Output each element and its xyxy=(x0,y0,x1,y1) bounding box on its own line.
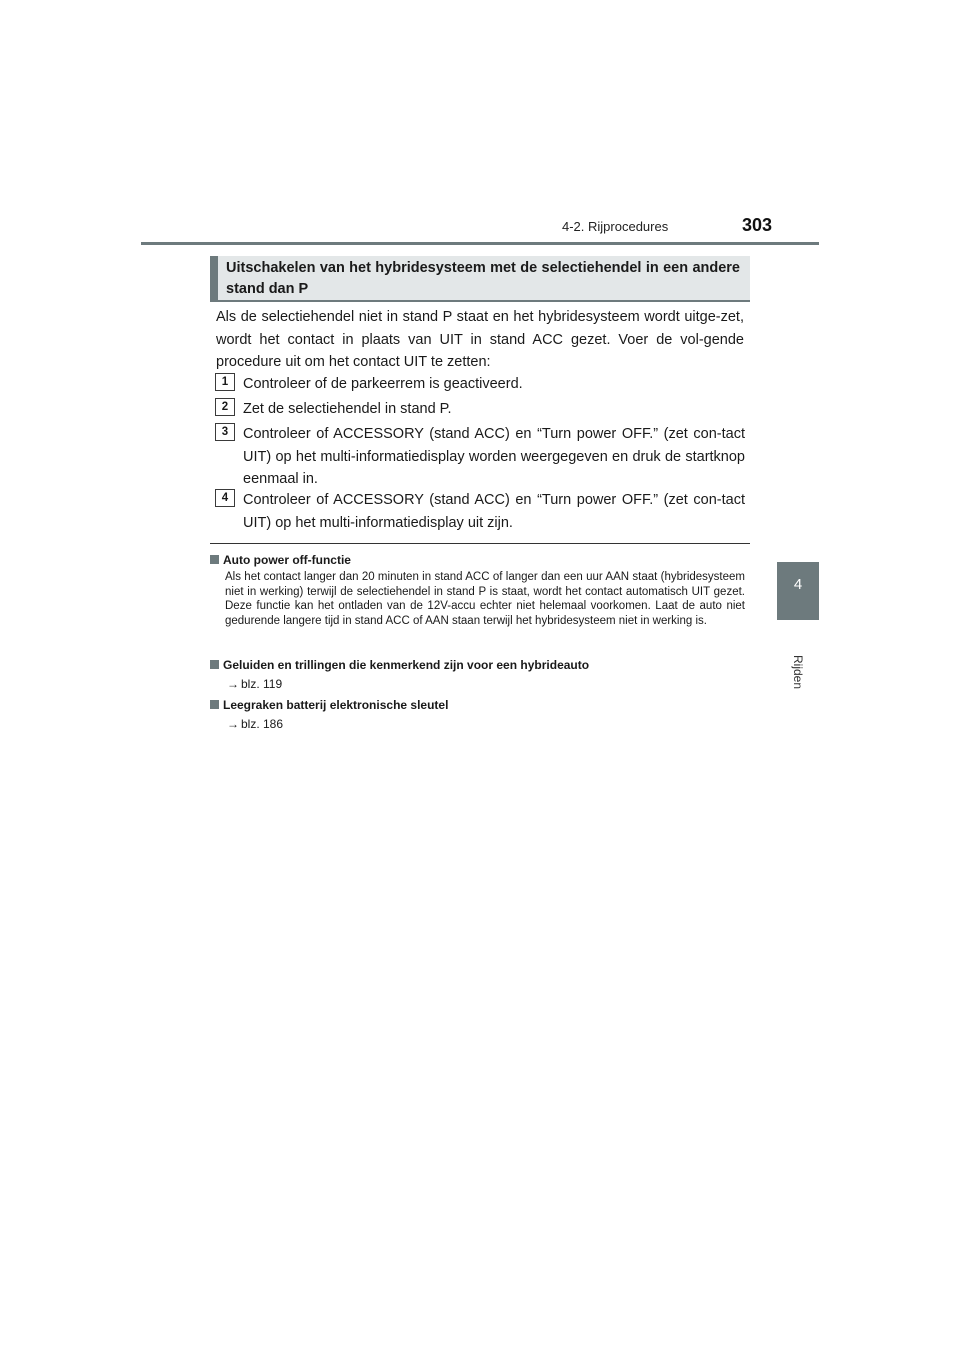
section-title: Uitschakelen van het hybridesysteem met de selectiehendel in een andere stand dan P xyxy=(226,260,740,297)
page-reference: blz. 119 xyxy=(241,677,283,691)
step-text-1: Controleer of de parkeerrem is geactiveerd. xyxy=(243,376,523,392)
chapter-tab xyxy=(777,562,819,620)
note-reference-2 xyxy=(227,676,282,692)
note-body-1: Als het contact langer dan 20 minuten in stand ACC of langer dan een uur AAN staat (hybridesysteem niet in werking) terwijl de selectiehendel in stand P is staat, wordt het contact automatisch UIT gezet. Deze functie kan het ontladen van de 12V-accu echter niet helemaal voorkomen. Laat de auto niet gedurende langere tijd in stand ACC of AAN staan terwijl het hybridesysteem niet in werking is. xyxy=(225,571,745,627)
header-section-title: 4-2. Rijprocedures xyxy=(562,219,669,234)
step-number-1: 1 xyxy=(215,373,235,391)
note-reference-3 xyxy=(227,716,283,732)
step-number-2: 2 xyxy=(215,398,235,416)
note-heading-2 xyxy=(210,657,589,673)
page-reference: blz. 186 xyxy=(241,717,284,731)
arrow-right-icon: → xyxy=(227,677,239,691)
note-heading-1 xyxy=(210,552,351,568)
section-heading-box xyxy=(210,256,750,302)
arrow-right-icon: → xyxy=(227,717,239,731)
header-divider xyxy=(141,242,819,245)
step-text-3: Controleer of ACCESSORY (stand ACC) en “Turn power OFF.” (zet con-tact UIT) op het multi-informatiedisplay worden weergegeven en druk de startknop eenmaal in. xyxy=(243,426,745,487)
note-heading-3 xyxy=(210,697,448,713)
step-number-3: 3 xyxy=(215,423,235,441)
chapter-label: Rijden xyxy=(791,654,805,690)
chapter-label-container xyxy=(775,652,821,692)
chapter-number: 4 xyxy=(793,576,803,593)
step-text-2: Zet de selectiehendel in stand P. xyxy=(243,401,452,417)
square-bullet-icon xyxy=(210,660,219,669)
page-number: 303 xyxy=(742,215,773,235)
step-number-4: 4 xyxy=(215,489,235,507)
note-heading-text: Auto power off-functie xyxy=(223,553,351,567)
square-bullet-icon xyxy=(210,555,219,564)
square-bullet-icon xyxy=(210,700,219,709)
notes-divider xyxy=(210,543,750,544)
note-heading-text: Geluiden en trillingen die kenmerkend zijn voor een hybrideauto xyxy=(223,658,590,672)
step-text-4: Controleer of ACCESSORY (stand ACC) en “Turn power OFF.” (zet con-tact UIT) op het multi-informatiedisplay uit zijn. xyxy=(243,492,745,531)
note-heading-text: Leegraken batterij elektronische sleutel xyxy=(223,698,449,712)
intro-paragraph: Als de selectiehendel niet in stand P staat en het hybridesysteem wordt uitge-zet, wordt het contact in plaats van UIT in stand ACC gezet. Voer de vol-gende procedure uit om het contact UIT te zetten: xyxy=(216,309,744,370)
